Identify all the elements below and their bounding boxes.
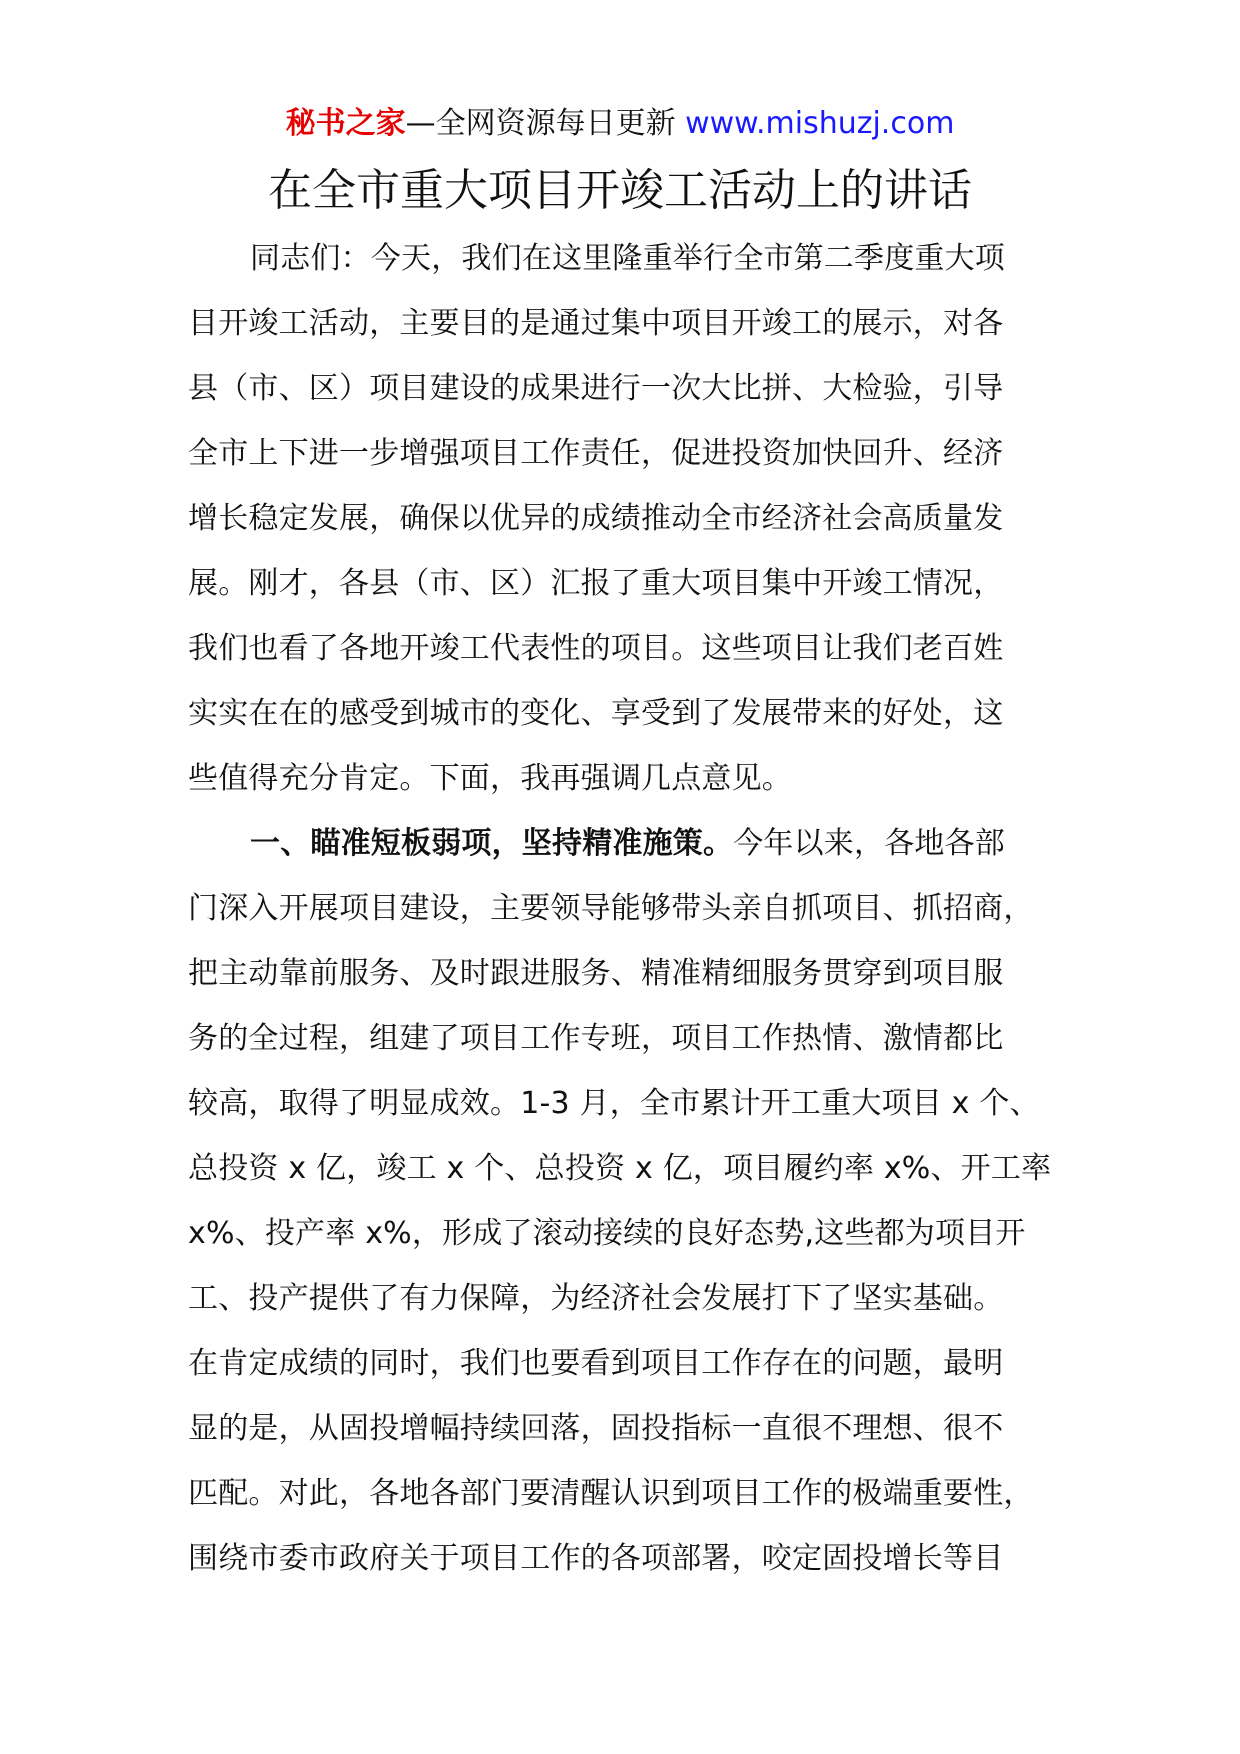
document-title: 在全市重大项目开竣工活动上的讲话 <box>268 165 972 216</box>
body-line: 县（市、区）项目建设的成果进行一次大比拼、大检验，引导 <box>188 371 1004 406</box>
body-line: 些值得充分肯定。下面，我再强调几点意见。 <box>188 761 792 796</box>
body-line: 增长稳定发展，确保以优异的成绩推动全市经济社会高质量发 <box>188 501 1004 536</box>
site-tagline: —全网资源每日更新 <box>405 106 676 141</box>
site-url-link[interactable]: www.mishuzj.com <box>675 106 955 141</box>
body-line: 实实在在的感受到城市的变化、享受到了发展带来的好处，这 <box>188 696 1004 731</box>
body-line: 总投资 x 亿，竣工 x 个、总投资 x 亿，项目履约率 x%、开工率 <box>188 1151 1052 1186</box>
site-banner <box>0 100 1240 148</box>
body-line: 目开竣工活动，主要目的是通过集中项目开竣工的展示，对各 <box>188 306 1004 341</box>
body-line: 门深入开展项目建设，主要领导能够带头亲自抓项目、抓招商， <box>188 891 1034 926</box>
body-line: 全市上下进一步增强项目工作责任，促进投资加快回升、经济 <box>188 436 1004 471</box>
section-heading: 一、瞄准短板弱项，坚持精准施策。 <box>250 826 734 861</box>
body-line: x%、投产率 x%，形成了滚动接续的良好态势,这些都为项目开 <box>188 1216 1026 1251</box>
body-line: 在肯定成绩的同时，我们也要看到项目工作存在的问题，最明 <box>188 1346 1004 1381</box>
body-line: 同志们：今天，我们在这里隆重举行全市第二季度重大项 <box>250 241 1005 276</box>
body-line: 展。刚才，各县（市、区）汇报了重大项目集中开竣工情况， <box>188 566 1004 601</box>
document-body <box>188 226 1068 1591</box>
body-line: 较高，取得了明显成效。1-3 月，全市累计开工重大项目 x 个、 <box>188 1086 1040 1121</box>
body-line: 匹配。对此，各地各部门要清醒认识到项目工作的极端重要性， <box>188 1476 1034 1511</box>
body-line: 围绕市委市政府关于项目工作的各项部署，咬定固投增长等目 <box>188 1541 1004 1576</box>
body-line: 把主动靠前服务、及时跟进服务、精准精细服务贯穿到项目服 <box>188 956 1004 991</box>
body-line: 我们也看了各地开竣工代表性的项目。这些项目让我们老百姓 <box>188 631 1004 666</box>
section-heading-text: 今年以来，各地各部 <box>733 826 1006 861</box>
section-heading-line <box>188 811 1068 876</box>
body-line: 工、投产提供了有力保障，为经济社会发展打下了坚实基础。 <box>188 1281 1004 1316</box>
body-line: 务的全过程，组建了项目工作专班，项目工作热情、激情都比 <box>188 1021 1004 1056</box>
site-brand: 秘书之家 <box>285 106 406 141</box>
body-line: 显的是，从固投增幅持续回落，固投指标一直很不理想、很不 <box>188 1411 1004 1446</box>
